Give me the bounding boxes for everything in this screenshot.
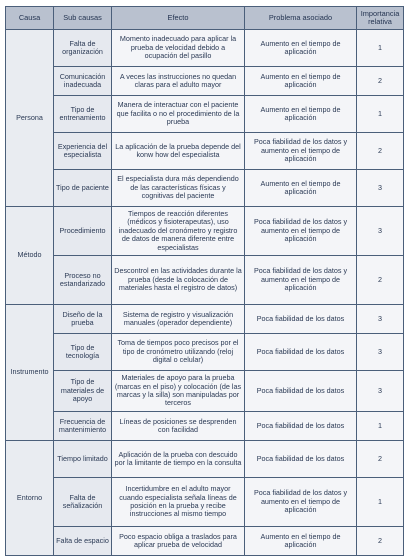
table-row bbox=[6, 371, 404, 412]
cell-sub-causa: Tipo de paciente bbox=[54, 170, 112, 207]
cell-importancia: 3 bbox=[357, 207, 404, 256]
cell-problema: Aumento en el tiempo de aplicación bbox=[245, 30, 357, 67]
cell-efecto: Poco espacio obliga a traslados para aplicar prueba de velocidad bbox=[112, 527, 245, 556]
header-sub-causas: Sub causas bbox=[54, 7, 112, 30]
cell-efecto: A veces las instrucciones no quedan claras para el adulto mayor bbox=[112, 67, 245, 96]
table-row bbox=[6, 207, 404, 256]
cell-causa: Entorno bbox=[6, 441, 54, 556]
cell-importancia: 3 bbox=[357, 170, 404, 207]
cell-importancia: 1 bbox=[357, 412, 404, 441]
table-row bbox=[6, 478, 404, 527]
cell-problema: Poca fiabilidad de los datos y aumento en el tiempo de aplicación bbox=[245, 478, 357, 527]
table-row bbox=[6, 334, 404, 371]
cell-problema: Poca fiabilidad de los datos y aumento en el tiempo de aplicación bbox=[245, 256, 357, 305]
table-row bbox=[6, 96, 404, 133]
cell-efecto: El especialista dura más dependiendo de las características físicas y cognitivas del paciente bbox=[112, 170, 245, 207]
table-body bbox=[6, 30, 404, 556]
cell-efecto: Manera de interactuar con el paciente que facilita o no el procedimiento de la prueba bbox=[112, 96, 245, 133]
table-row bbox=[6, 256, 404, 305]
cell-efecto: La aplicación de la prueba depende del konw how del especialista bbox=[112, 133, 245, 170]
header-problema: Problema asociado bbox=[245, 7, 357, 30]
cell-sub-causa: Tiempo limitado bbox=[54, 441, 112, 478]
table-row bbox=[6, 527, 404, 556]
cell-efecto: Aplicación de la prueba con descuido por la limitante de tiempo en la consulta bbox=[112, 441, 245, 478]
causes-table bbox=[5, 6, 404, 556]
header-efecto: Efecto bbox=[112, 7, 245, 30]
cell-efecto: Toma de tiempos poco precisos por el tipo de cronómetro utilizando (reloj digital o celular) bbox=[112, 334, 245, 371]
cell-sub-causa: Frecuencia de mantenimiento bbox=[54, 412, 112, 441]
cell-importancia: 2 bbox=[357, 256, 404, 305]
cell-problema: Aumento en el tiempo de aplicación bbox=[245, 527, 357, 556]
cell-importancia: 3 bbox=[357, 371, 404, 412]
cell-efecto: Momento inadecuado para aplicar la prueba de velocidad debido a ocupación del pasillo bbox=[112, 30, 245, 67]
cell-efecto: Descontrol en las actividades durante la prueba (desde la colocación de materiales hasta el registro de datos) bbox=[112, 256, 245, 305]
cell-problema: Poca fiabilidad de los datos bbox=[245, 371, 357, 412]
table-row bbox=[6, 412, 404, 441]
cell-importancia: 1 bbox=[357, 478, 404, 527]
cell-causa: Instrumento bbox=[6, 305, 54, 441]
cell-importancia: 3 bbox=[357, 305, 404, 334]
cell-sub-causa: Tipo de entrenamiento bbox=[54, 96, 112, 133]
table-row bbox=[6, 67, 404, 96]
cell-problema: Aumento en el tiempo de aplicación bbox=[245, 96, 357, 133]
cell-sub-causa: Falta de organización bbox=[54, 30, 112, 67]
cell-problema: Aumento en el tiempo de aplicación bbox=[245, 170, 357, 207]
cell-efecto: Líneas de posiciones se desprenden con facilidad bbox=[112, 412, 245, 441]
cell-problema: Aumento en el tiempo de aplicación bbox=[245, 67, 357, 96]
cell-problema: Poca fiabilidad de los datos y aumento en el tiempo de aplicación bbox=[245, 133, 357, 170]
cell-importancia: 1 bbox=[357, 96, 404, 133]
cell-importancia: 2 bbox=[357, 67, 404, 96]
cell-problema: Poca fiabilidad de los datos y aumento en el tiempo de aplicación bbox=[245, 207, 357, 256]
cell-importancia: 2 bbox=[357, 133, 404, 170]
cell-problema: Poca fiabilidad de los datos bbox=[245, 305, 357, 334]
cell-importancia: 3 bbox=[357, 334, 404, 371]
cell-sub-causa: Tipo de tecnología bbox=[54, 334, 112, 371]
cell-efecto: Materiales de apoyo para la prueba (marcas en el piso) y colocación (de las marcas y la silla) son manipuladas por terceros bbox=[112, 371, 245, 412]
cell-sub-causa: Diseño de la prueba bbox=[54, 305, 112, 334]
cell-sub-causa: Experiencia del especialista bbox=[54, 133, 112, 170]
cell-sub-causa: Comunicación inadecuada bbox=[54, 67, 112, 96]
table-row bbox=[6, 133, 404, 170]
cell-importancia: 2 bbox=[357, 441, 404, 478]
header-causa: Causa bbox=[6, 7, 54, 30]
cell-sub-causa: Proceso no estandarizado bbox=[54, 256, 112, 305]
cell-efecto: Incertidumbre en el adulto mayor cuando especialista señala líneas de posición en la prueba y recibe instrucciones al mismo tiempo bbox=[112, 478, 245, 527]
cell-efecto: Sistema de registro y visualización manuales (operador dependiente) bbox=[112, 305, 245, 334]
causes-table-container bbox=[5, 6, 403, 556]
cell-sub-causa: Falta de espacio bbox=[54, 527, 112, 556]
table-row bbox=[6, 30, 404, 67]
cell-sub-causa: Procedimiento bbox=[54, 207, 112, 256]
cell-importancia: 2 bbox=[357, 527, 404, 556]
cell-problema: Poca fiabilidad de los datos bbox=[245, 334, 357, 371]
table-row bbox=[6, 170, 404, 207]
cell-problema: Poca fiabilidad de los datos bbox=[245, 412, 357, 441]
cell-importancia: 1 bbox=[357, 30, 404, 67]
cell-sub-causa: Falta de señalización bbox=[54, 478, 112, 527]
cell-sub-causa: Tipo de materiales de apoyo bbox=[54, 371, 112, 412]
cell-causa: Persona bbox=[6, 30, 54, 207]
header-importancia: Importancia relativa bbox=[357, 7, 404, 30]
table-header bbox=[6, 7, 404, 30]
cell-efecto: Tiempos de reacción diferentes (médicos y fisioterapeutas), uso inadecuado del cronómetro y registro de datos de manera diferente entre especialistas bbox=[112, 207, 245, 256]
table-row bbox=[6, 305, 404, 334]
cell-problema: Poca fiabilidad de los datos bbox=[245, 441, 357, 478]
table-row bbox=[6, 441, 404, 478]
cell-causa: Método bbox=[6, 207, 54, 305]
